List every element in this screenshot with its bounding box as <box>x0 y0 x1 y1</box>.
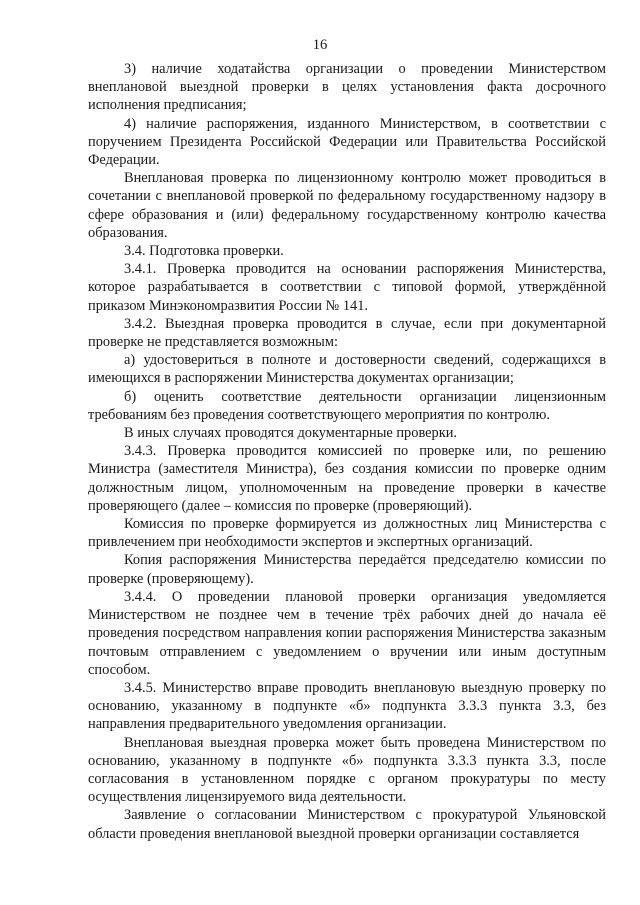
paragraph-other-cases: В иных случаях проводятся документарные проверки. <box>124 425 458 442</box>
paragraph-commission-formation: Комиссия по проверке формируется из должностных лиц Министерства с привлечением при необходимости экспертов и экспертных организаций. <box>88 516 606 551</box>
paragraph-item-3: 3) наличие ходатайства организации о проведении Министерством внеплановой выездной проверки в целях установления факта досрочного исполнения предписания; <box>88 61 606 114</box>
page-number: 16 <box>312 37 328 53</box>
paragraph-3-4-2-b: б) оценить соответствие деятельности организации лицензионным требованиям без проведения соответствующего мероприятия по контролю. <box>88 388 606 423</box>
paragraph-3-4-1: 3.4.1. Проверка проводится на основании распоряжения Министерства, которое разрабатывается в соответствии с типовой формой, утверждённой приказом Минэкономразвития России № 141. <box>88 261 606 314</box>
section-heading-3-4: 3.4. Подготовка проверки. <box>124 243 284 260</box>
paragraph-3-4-3: 3.4.3. Проверка проводится комиссией по проверке или, по решению Министра (заместителя Министра), без создания комиссии по проверке одним должностным лицом, уполномоченным на проведение проверки в качестве проверяющего (далее – комиссия по проверке (проверяющий). <box>88 443 606 514</box>
paragraph-prosecutor-application: Заявление о согласовании Министерством с прокуратурой Ульяновской области проведения внеплановой выездной проверки организации составляется <box>88 807 606 842</box>
paragraph-order-copy: Копия распоряжения Министерства передаётся председателю комиссии по проверке (проверяющему). <box>88 552 606 587</box>
document-body <box>88 60 606 843</box>
paragraph-item-4: 4) наличие распоряжения, изданного Министерством, в соответствии с поручением Президента Российской Федерации или Правительства Российской Федерации. <box>88 115 606 169</box>
paragraph-3-4-2-a: а) удостовериться в полноте и достоверности сведений, содержащихся в имеющихся в распоряжении Министерства документах организации; <box>88 352 606 387</box>
paragraph-unscheduled-combined: Внеплановая проверка по лицензионному контролю может проводиться в сочетании с внеплановой проверкой по федеральному государственному надзору в сфере образования и (или) федеральному государственному контролю качества образования. <box>88 170 606 241</box>
paragraph-3-4-2: 3.4.2. Выездная проверка проводится в случае, если при документарной проверке не представляется возможным: <box>88 315 606 351</box>
paragraph-unscheduled-approval: Внеплановая выездная проверка может быть проведена Министерством по основанию, указанному в подпункте «б» подпункта 3.3.3 пункта 3.3, после согласования в установленном порядке с органом прокуратуры по месту осуществления лицензируемого вида деятельности. <box>88 734 606 806</box>
paragraph-3-4-5: 3.4.5. Министерство вправе проводить внеплановую выездную проверку по основанию, указанному в подпункте «б» подпункта 3.3.3 пункта 3.3, без направления предварительного уведомления организации. <box>88 679 606 733</box>
paragraph-3-4-4: 3.4.4. О проведении плановой проверки организация уведомляется Министерством не позднее чем в течение трёх рабочих дней до начала её проведения посредством направления копии распоряжения Министерства заказным почтовым отправлением с уведомлением о вручении или иным доступным способом. <box>88 588 606 678</box>
